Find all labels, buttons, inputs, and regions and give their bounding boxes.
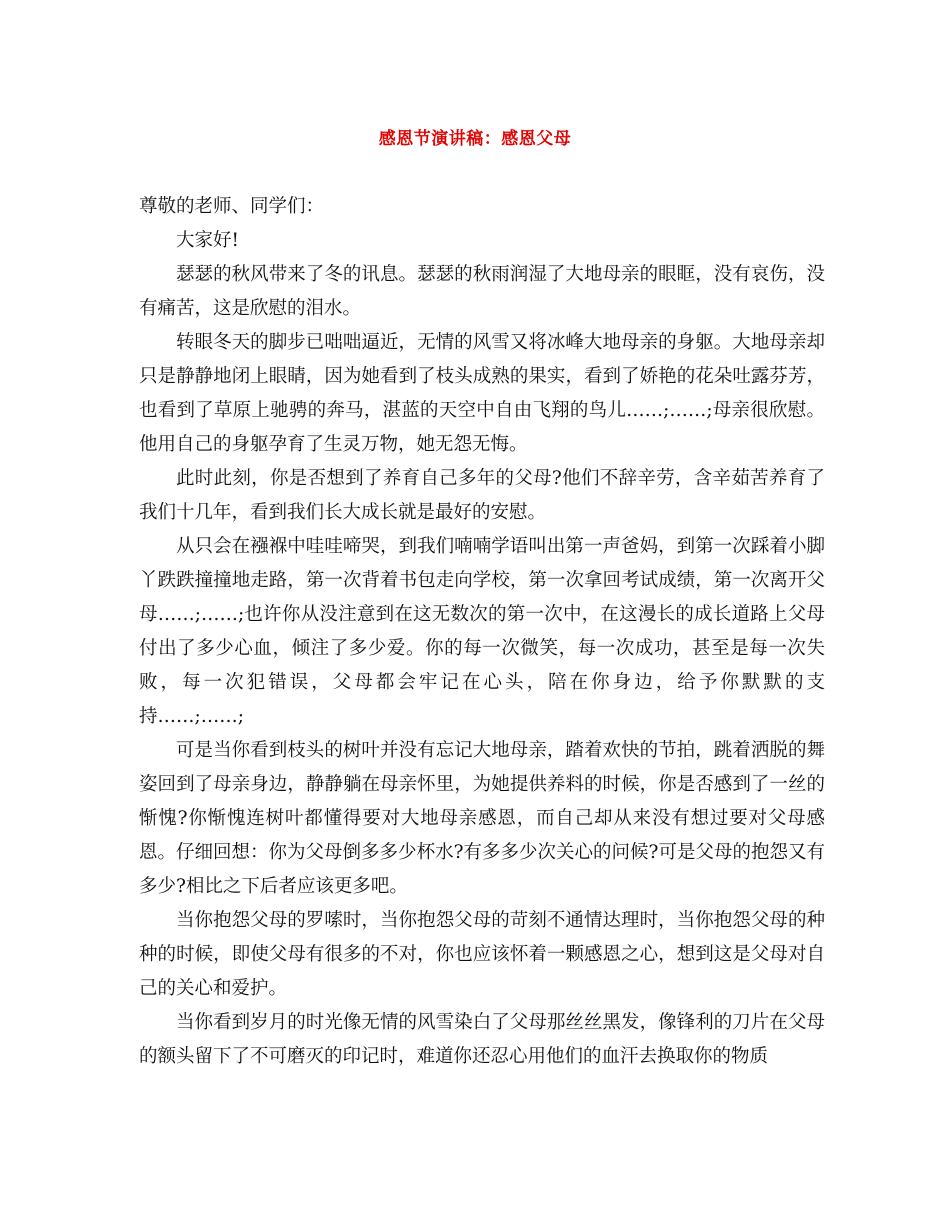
- paragraph: 当你抱怨父母的罗嗦时，当你抱怨父母的苛刻不通情达理时，当你抱怨父母的种种的时候，即使父母有很多的不对，你也应该怀着一颗感恩之心，想到这是父母对自己的关心和爱护。: [139, 910, 825, 999]
- salutation: 尊敬的老师、同学们：: [139, 196, 325, 217]
- paragraph-greeting: 大家好!: [176, 230, 239, 251]
- paragraph: 瑟瑟的秋风带来了冬的讯息。瑟瑟的秋雨润湿了大地母亲的眼眶，没有哀伤，没有痛苦，这是欣慰的泪水。: [139, 264, 825, 319]
- paragraph: 当你看到岁月的时光像无情的风雪染白了父母那丝丝黑发，像锋利的刀片在父母的额头留下了不可磨灭的印记时，难道你还忍心用他们的血汗去换取你的物质: [139, 1012, 825, 1067]
- paragraph: 从只会在襁褓中哇哇啼哭，到我们喃喃学语叫出第一声爸妈，到第一次踩着小脚丫跌跌撞撞地走路，第一次背着书包走向学校，第一次拿回考试成绩，第一次离开父母……;……;也许你从没注意到在这无数次的第一次中，在这漫长的成长道路上父母付出了多少心血，倾注了多少爱。你的每一次微笑，每一次成功，甚至是每一次失败，每一次犯错误，父母都会牢记在心头，陪在你身边，给予你默默的支持……;……;: [139, 536, 825, 727]
- paragraph: 可是当你看到枝头的树叶并没有忘记大地母亲，踏着欢快的节拍，跳着洒脱的舞姿回到了母亲身边，静静躺在母亲怀里，为她提供养料的时候，你是否感到了一丝的惭愧?你惭愧连树叶都懂得要对大地母亲感恩，而自己却从来没有想过要对父母感恩。仔细回想：你为父母倒多多少杯水?有多多少次关心的问候?可是父母的抱怨又有多少?相比之下后者应该更多吧。: [139, 740, 825, 897]
- paragraph: 此时此刻，你是否想到了养育自己多年的父母?他们不辞辛劳，含辛茹苦养育了我们十几年，看到我们长大成长就是最好的安慰。: [139, 468, 825, 523]
- document-title: 感恩节演讲稿：感恩父母: [378, 129, 572, 149]
- paragraph: 转眼冬天的脚步已咄咄逼近，无情的风雪又将冰峰大地母亲的身躯。大地母亲却只是静静地闭上眼睛，因为她看到了枝头成熟的果实，看到了娇艳的花朵吐露芬芳，也看到了草原上驰骋的奔马，湛蓝的天空中自由飞翔的鸟儿……;……;母亲很欣慰。他用自己的身躯孕育了生灵万物，她无怨无悔。: [139, 332, 825, 455]
- document-body: [139, 190, 825, 1074]
